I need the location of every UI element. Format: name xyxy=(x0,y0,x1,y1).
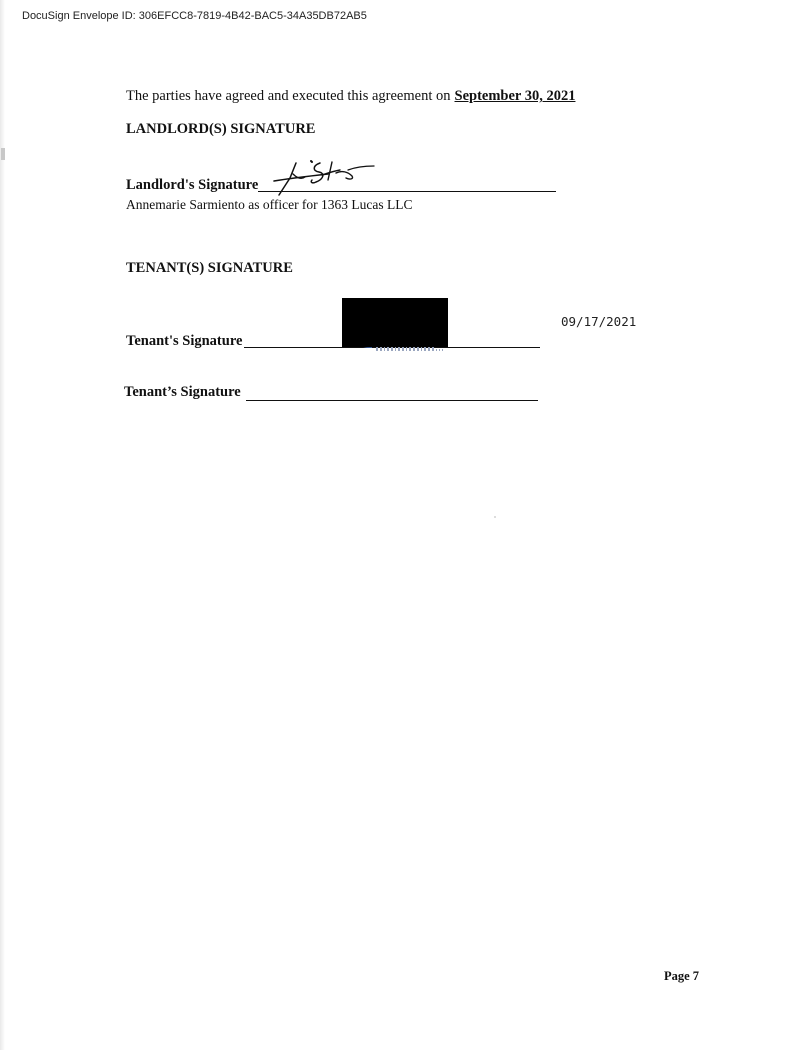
redaction-box xyxy=(342,298,448,347)
scan-speck xyxy=(494,516,496,518)
landlord-handwritten-signature xyxy=(266,157,378,197)
page-number: Page 7 xyxy=(664,969,700,983)
landlord-signature-heading: LANDLORD(S) SIGNATURE xyxy=(126,121,316,137)
scan-edge-mark xyxy=(1,148,5,160)
tenant-signed-date: 09/17/2021 xyxy=(561,314,637,329)
agreement-text: The parties have agreed and executed this agreement on xyxy=(126,88,451,104)
landlord-signature-label: Landlord's Signature xyxy=(126,177,259,193)
agreement-statement xyxy=(126,88,575,105)
tenant-signature-label-1: Tenant's Signature xyxy=(126,333,243,349)
tenant-signature-heading: TENANT(S) SIGNATURE xyxy=(126,260,293,276)
tenant-signature-label-2: Tenant’s Signature xyxy=(124,384,241,400)
agreement-date: September 30, 2021 xyxy=(454,88,576,104)
docusign-envelope-id: DocuSign Envelope ID: 306EFCC8-7819-4B42-BAC5-34A35DB72AB5 xyxy=(22,10,367,22)
landlord-signer-name: Annemarie Sarmiento as officer for 1363 Lucas LLC xyxy=(126,197,413,212)
tenant-signature-line-2 xyxy=(246,400,538,401)
